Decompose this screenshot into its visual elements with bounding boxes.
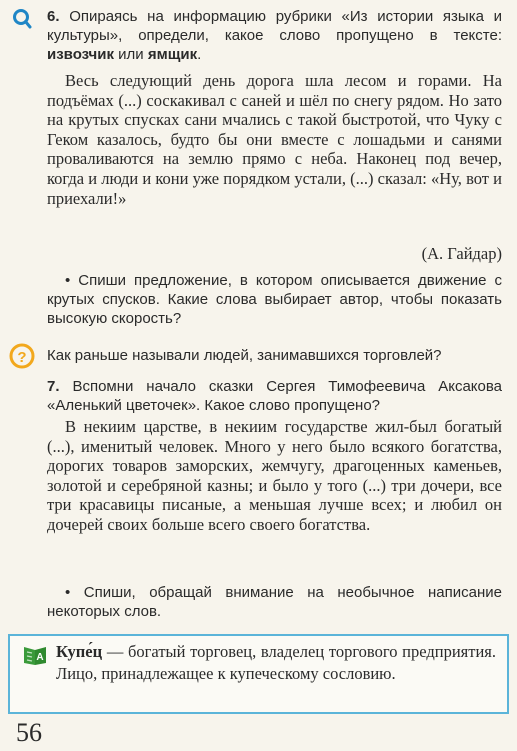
excerpt-aksakov: В некиим царстве, в некиим государстве жил-был богатый (...), именитый человек. Много у него было всякого богатства, дорогих товаров заморских, жемчугу, драгоценных каменьев, золотой и серебряной казны; и было у того (...) три дочери, все три красавицы писаные, а меньшая лучше всех; и любил он дочерей своих больше всего своего богатства.	[47, 417, 502, 534]
question-text: Как раньше называли людей, занимавшихся торговлей?	[47, 347, 442, 364]
vocabulary-entry	[56, 641, 496, 685]
svg-text:A: A	[36, 652, 44, 663]
excerpt-gaidar: Весь следующий день дорога шла лесом и горами. На подъёмах (...) соскакивал с саней и шёл по снегу рядом. Но зато на крутых спусках сани мчались с такой быстротой, что Чуку с Геком казалось, будто бы они вместе с лошадьми и санями проваливаются на землю прямо с неба. Наконец под вечер, когда и люди и кони уже порядком устали, (...) сказал: «Ну, вот и приехали!»	[47, 71, 502, 208]
search-icon	[12, 8, 32, 30]
task-7	[47, 377, 502, 415]
task-6	[47, 7, 502, 64]
word-yamshchik: ямщик	[147, 46, 198, 63]
page-number: 56	[16, 718, 42, 747]
vocabulary-box	[8, 634, 509, 714]
task-7-bullet: • Спиши, обращай внимание на необычное написание некоторых слов.	[47, 584, 502, 620]
vocabulary-term: Купе́ц	[56, 642, 103, 661]
task-6-text: Опираясь на информацию рубрики «Из истории языка и культуры», определи, какое слово пропущено в тексте:	[47, 8, 502, 44]
task-6-bullet: • Спиши предложение, в котором описывается движение с крутых спусков. Какие слова выбирает автор, чтобы показать высокую скорость?	[47, 272, 502, 327]
svg-text:?: ?	[17, 349, 27, 366]
word-or: или	[118, 46, 144, 63]
task-6-end: .	[197, 46, 202, 63]
task-7-number: 7.	[47, 378, 60, 395]
book-icon	[22, 646, 48, 666]
vocabulary-definition: — богатый торговец, владелец торгового предприятия. Лицо, принадлежащее к купеческому сословию.	[56, 642, 496, 683]
word-izvozchik: извозчик	[47, 46, 114, 63]
question-icon	[9, 343, 35, 369]
excerpt-author: (А. Гайдар)	[421, 244, 502, 263]
task-7-text: Вспомни начало сказки Сергея Тимофеевича Аксакова «Аленький цветочек». Какое слово пропущено?	[47, 378, 503, 414]
task-6-number: 6.	[47, 8, 60, 25]
